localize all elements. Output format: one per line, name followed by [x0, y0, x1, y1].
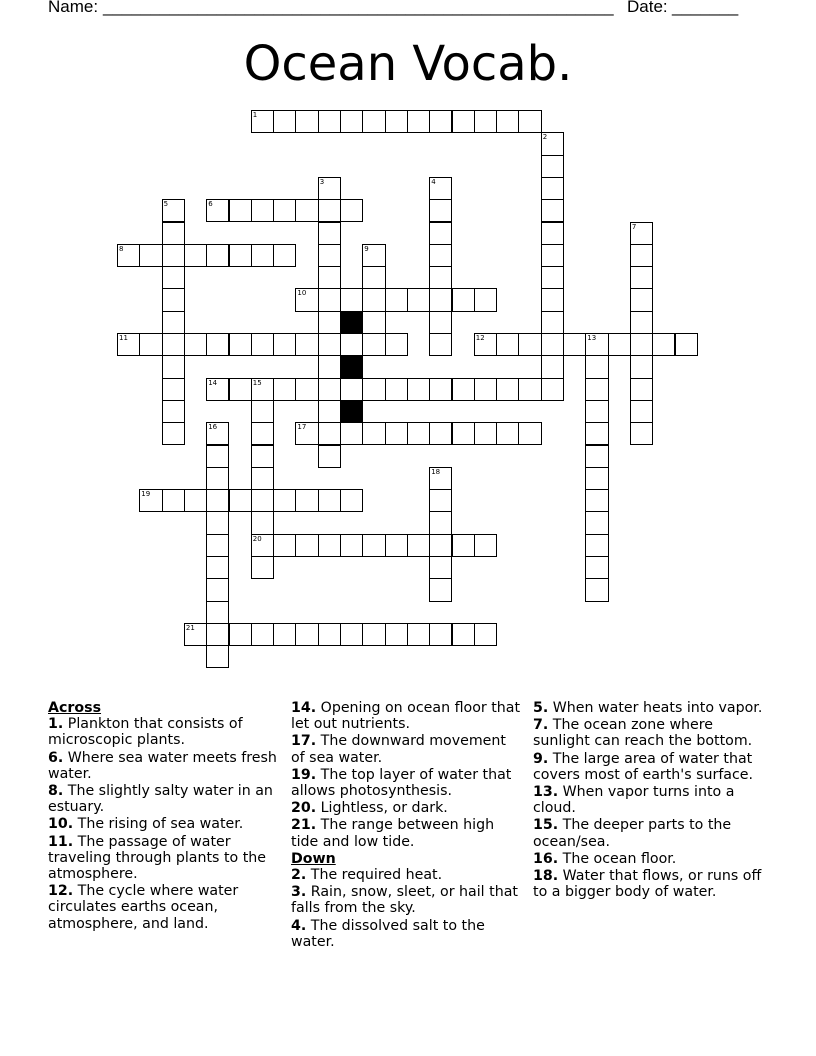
name-label: Name: — [48, 0, 99, 16]
grid-cell[interactable] — [318, 489, 341, 512]
grid-cell[interactable] — [630, 378, 653, 401]
clue-number-label: 4 — [431, 177, 436, 186]
clue-number-label: 18 — [431, 467, 441, 476]
grid-block — [340, 400, 363, 423]
clue-text: The cycle where water circulates earths ocean, atmosphere, and land. — [48, 883, 239, 932]
grid-cell[interactable] — [518, 333, 541, 356]
clue-item — [291, 884, 523, 916]
grid-cell[interactable] — [541, 177, 564, 200]
clue-number: 17. — [291, 733, 317, 750]
clue-number-label: 11 — [119, 334, 128, 342]
grid-cell[interactable] — [474, 110, 497, 133]
clue-item — [533, 717, 769, 749]
grid-cell[interactable] — [162, 400, 185, 423]
grid-cell[interactable] — [318, 288, 341, 311]
clue-text: Lightless, or dark. — [320, 800, 448, 817]
grid-cell[interactable] — [162, 489, 185, 512]
grid-cell[interactable] — [630, 355, 653, 378]
grid-cell[interactable] — [251, 445, 274, 468]
grid-cell[interactable] — [518, 110, 541, 133]
grid-cell[interactable] — [295, 378, 318, 401]
grid-cell[interactable] — [318, 199, 341, 222]
grid-cell[interactable] — [139, 333, 162, 356]
grid-cell[interactable] — [541, 378, 564, 401]
clue-item — [291, 800, 523, 816]
clue-number-label: 1 — [252, 111, 258, 119]
grid-cell[interactable] — [630, 288, 653, 311]
grid-cell[interactable] — [318, 534, 341, 557]
clue-text: When vapor turns into a cloud. — [533, 784, 735, 817]
grid-cell[interactable] — [318, 222, 341, 245]
grid-cell[interactable] — [585, 489, 608, 512]
grid-cell[interactable] — [652, 333, 675, 356]
grid-cell[interactable] — [608, 333, 631, 356]
clue-item — [533, 700, 769, 716]
clue-heading: Across — [48, 700, 102, 716]
grid-cell[interactable] — [630, 244, 653, 267]
grid-cell[interactable] — [362, 311, 385, 334]
grid-cell[interactable] — [407, 110, 430, 133]
clue-number: 20. — [291, 800, 317, 817]
grid-cell[interactable] — [541, 266, 564, 289]
grid-cell[interactable] — [585, 578, 608, 601]
grid-cell[interactable] — [295, 110, 318, 133]
grid-cell[interactable] — [318, 110, 341, 133]
clue-item — [291, 817, 523, 849]
grid-cell[interactable] — [362, 333, 385, 356]
clue-text: The rising of sea water. — [77, 816, 244, 833]
clue-item — [533, 784, 769, 816]
clue-text: Rain, snow, sleet, or hail that falls from the sky. — [291, 884, 518, 917]
grid-cell[interactable] — [295, 534, 318, 557]
grid-cell[interactable] — [162, 222, 185, 245]
clue-text: The required heat. — [310, 867, 443, 884]
grid-cell[interactable] — [340, 623, 363, 646]
grid-cell[interactable] — [295, 623, 318, 646]
grid-cell[interactable] — [251, 199, 274, 222]
date-line[interactable]: _______ — [672, 0, 739, 16]
grid-cell[interactable] — [585, 355, 608, 378]
grid-cell[interactable] — [585, 378, 608, 401]
grid-cell[interactable] — [496, 110, 519, 133]
grid-cell[interactable] — [340, 333, 363, 356]
grid-cell[interactable] — [362, 266, 385, 289]
clue-item — [291, 918, 523, 950]
grid-cell[interactable] — [295, 333, 318, 356]
grid-cell[interactable] — [362, 623, 385, 646]
clue-number-label: 13 — [587, 334, 597, 342]
grid-cell[interactable] — [340, 288, 363, 311]
grid-cell[interactable] — [518, 422, 541, 445]
grid-cell[interactable] — [429, 266, 452, 289]
grid-cell[interactable] — [273, 110, 296, 133]
grid-cell[interactable] — [206, 445, 229, 468]
grid-cell[interactable] — [541, 355, 564, 378]
grid-cell[interactable] — [407, 378, 430, 401]
clue-number: 7. — [533, 717, 549, 734]
grid-cell[interactable] — [429, 333, 452, 356]
clue-text: Opening on ocean floor that let out nutrients. — [291, 700, 521, 733]
clue-number-label: 16 — [208, 423, 218, 432]
grid-cell[interactable] — [630, 266, 653, 289]
grid-cell[interactable] — [318, 244, 341, 267]
grid-cell[interactable] — [452, 110, 475, 133]
grid-cell[interactable] — [429, 422, 452, 445]
grid-cell[interactable] — [206, 556, 229, 579]
grid-cell[interactable] — [541, 288, 564, 311]
clue-number: 15. — [533, 817, 559, 834]
grid-cell[interactable] — [340, 378, 363, 401]
grid-cell[interactable] — [162, 333, 185, 356]
clue-heading: Down — [291, 850, 336, 867]
grid-cell[interactable] — [452, 623, 475, 646]
grid-cell[interactable] — [429, 534, 452, 557]
name-line[interactable]: ______________________________________________________ — [103, 0, 614, 16]
grid-cell[interactable] — [229, 333, 252, 356]
clue-item — [291, 733, 523, 765]
clue-number-label: 9 — [364, 244, 369, 253]
grid-cell[interactable] — [429, 489, 452, 512]
grid-cell[interactable] — [206, 244, 229, 267]
clue-text: The ocean zone where sunlight can reach the bottom. — [533, 717, 753, 750]
grid-cell[interactable] — [273, 199, 296, 222]
grid-cell[interactable] — [452, 534, 475, 557]
grid-cell[interactable] — [362, 378, 385, 401]
clue-number: 18. — [533, 868, 559, 885]
grid-cell[interactable] — [630, 333, 653, 356]
grid-cell[interactable] — [206, 623, 229, 646]
grid-cell[interactable] — [452, 288, 475, 311]
clue-item — [48, 816, 280, 832]
clue-item — [48, 834, 280, 883]
clue-item — [533, 868, 769, 900]
grid-cell[interactable] — [340, 199, 363, 222]
clue-number-label: 20 — [252, 534, 262, 543]
grid-cell[interactable] — [139, 244, 162, 267]
clue-number: 9. — [533, 750, 549, 767]
grid-cell[interactable] — [162, 266, 185, 289]
grid-cell[interactable] — [362, 288, 385, 311]
grid-cell[interactable] — [251, 467, 274, 490]
grid-cell[interactable] — [385, 110, 408, 133]
grid-cell[interactable] — [429, 199, 452, 222]
grid-cell[interactable] — [429, 244, 452, 267]
clue-text: The range between high tide and low tide. — [291, 817, 495, 850]
grid-cell[interactable] — [385, 288, 408, 311]
clue-number: 2. — [291, 867, 307, 884]
clue-number: 3. — [291, 884, 307, 901]
clue-item — [533, 751, 769, 783]
grid-cell[interactable] — [162, 311, 185, 334]
clue-column-1 — [48, 700, 280, 933]
grid-cell[interactable] — [563, 333, 586, 356]
grid-cell[interactable] — [340, 534, 363, 557]
grid-cell[interactable] — [340, 489, 363, 512]
grid-cell[interactable] — [429, 378, 452, 401]
grid-cell[interactable] — [496, 422, 519, 445]
grid-cell[interactable] — [474, 534, 497, 557]
grid-cell[interactable] — [407, 288, 430, 311]
clue-number-label: 2 — [542, 133, 548, 142]
grid-cell[interactable] — [229, 378, 252, 401]
grid-cell[interactable] — [362, 422, 385, 445]
grid-cell[interactable] — [318, 623, 341, 646]
clue-text: The large area of water that covers most of earth's surface. — [533, 750, 754, 783]
grid-cell[interactable] — [541, 244, 564, 267]
clue-number-label: 14 — [208, 378, 218, 387]
clue-text: The passage of water traveling through plants to the atmosphere. — [48, 833, 266, 883]
clue-text: The dissolved salt to the water. — [291, 917, 485, 950]
grid-cell[interactable] — [496, 333, 519, 356]
grid-cell[interactable] — [541, 222, 564, 245]
clue-number: 14. — [291, 700, 317, 716]
grid-cell[interactable] — [273, 244, 296, 267]
grid-cell[interactable] — [162, 244, 185, 267]
grid-cell[interactable] — [162, 422, 185, 445]
grid-cell[interactable] — [184, 244, 207, 267]
grid-cell[interactable] — [585, 534, 608, 557]
clue-number-label: 17 — [297, 423, 307, 432]
clue-number-label: 6 — [208, 200, 213, 209]
page-title: Ocean Vocab. — [243, 36, 573, 92]
grid-cell[interactable] — [541, 199, 564, 222]
grid-cell[interactable] — [496, 378, 519, 401]
grid-cell[interactable] — [541, 311, 564, 334]
clue-item — [48, 783, 280, 815]
grid-cell[interactable] — [585, 467, 608, 490]
grid-cell[interactable] — [273, 623, 296, 646]
grid-cell[interactable] — [251, 623, 274, 646]
grid-cell[interactable] — [675, 333, 698, 356]
clue-number-label: 10 — [297, 289, 307, 298]
grid-cell[interactable] — [585, 400, 608, 423]
grid-cell[interactable] — [206, 333, 229, 356]
clue-item — [48, 883, 280, 932]
grid-block — [340, 355, 363, 378]
grid-cell[interactable] — [251, 244, 274, 267]
grid-cell[interactable] — [206, 534, 229, 557]
grid-cell[interactable] — [474, 623, 497, 646]
clue-number: 12. — [48, 883, 74, 900]
clue-number: 8. — [48, 783, 64, 800]
clue-number: 10. — [48, 816, 74, 833]
grid-cell[interactable] — [385, 378, 408, 401]
grid-cell[interactable] — [318, 333, 341, 356]
clue-text: The top layer of water that allows photosynthesis. — [291, 766, 512, 800]
clue-text: Plankton that consists of microscopic plants. — [48, 716, 243, 749]
grid-cell[interactable] — [229, 199, 252, 222]
grid-cell[interactable] — [541, 333, 564, 356]
grid-cell[interactable] — [340, 110, 363, 133]
grid-cell[interactable] — [362, 534, 385, 557]
clue-number-label: 15 — [252, 378, 262, 387]
grid-block — [340, 311, 363, 334]
grid-cell[interactable] — [630, 311, 653, 334]
grid-cell[interactable] — [429, 578, 452, 601]
clue-item — [291, 867, 523, 883]
grid-cell[interactable] — [429, 288, 452, 311]
clue-number-label: 12 — [475, 334, 485, 342]
grid-cell[interactable] — [407, 623, 430, 646]
clue-number-label: 8 — [119, 244, 124, 253]
clue-text: The ocean floor. — [562, 850, 677, 867]
grid-cell[interactable] — [541, 155, 564, 178]
clue-item — [533, 851, 769, 867]
grid-cell[interactable] — [474, 378, 497, 401]
clue-number: 13. — [533, 784, 559, 801]
grid-cell[interactable] — [385, 534, 408, 557]
clue-number: 11. — [48, 833, 74, 850]
grid-cell[interactable] — [206, 511, 229, 534]
grid-cell[interactable] — [385, 623, 408, 646]
grid-cell[interactable] — [206, 489, 229, 512]
clue-number-label: 3 — [319, 177, 325, 186]
grid-cell[interactable] — [206, 645, 229, 668]
clue-text: The deeper parts to the ocean/sea. — [533, 817, 732, 850]
grid-cell[interactable] — [407, 422, 430, 445]
grid-cell[interactable] — [273, 534, 296, 557]
grid-cell[interactable] — [251, 422, 274, 445]
clue-item — [291, 767, 523, 799]
grid-cell[interactable] — [474, 422, 497, 445]
grid-cell[interactable] — [452, 378, 475, 401]
grid-cell[interactable] — [362, 110, 385, 133]
grid-cell[interactable] — [273, 489, 296, 512]
grid-cell[interactable] — [273, 378, 296, 401]
grid-cell[interactable] — [206, 578, 229, 601]
clue-text: Water that flows, or runs off to a bigger body of water. — [533, 868, 762, 901]
grid-cell[interactable] — [318, 400, 341, 423]
clue-item — [48, 750, 280, 782]
clue-column-2 — [291, 700, 523, 951]
grid-cell[interactable] — [340, 422, 363, 445]
clue-number: 6. — [48, 749, 64, 766]
grid-cell[interactable] — [585, 556, 608, 579]
grid-cell[interactable] — [318, 445, 341, 468]
clue-text: The downward movement of sea water. — [291, 733, 506, 766]
grid-cell[interactable] — [184, 489, 207, 512]
grid-cell[interactable] — [162, 355, 185, 378]
clue-number-label: 19 — [141, 490, 151, 499]
grid-cell[interactable] — [251, 556, 274, 579]
grid-cell[interactable] — [251, 400, 274, 423]
grid-cell[interactable] — [518, 378, 541, 401]
clue-number-label: 5 — [163, 200, 169, 209]
clue-number: 1. — [48, 716, 64, 733]
grid-cell[interactable] — [318, 355, 341, 378]
grid-cell[interactable] — [184, 333, 207, 356]
grid-cell[interactable] — [229, 244, 252, 267]
grid-cell[interactable] — [474, 288, 497, 311]
clue-text: When water heats into vapor. — [552, 700, 763, 716]
grid-cell[interactable] — [585, 511, 608, 534]
grid-cell[interactable] — [429, 110, 452, 133]
clue-number: 21. — [291, 817, 317, 834]
clue-number-label: 21 — [185, 623, 195, 632]
grid-cell[interactable] — [295, 199, 318, 222]
clue-number: 4. — [291, 917, 307, 934]
grid-cell[interactable] — [585, 445, 608, 468]
grid-cell[interactable] — [407, 534, 430, 557]
clue-column-3 — [533, 700, 769, 901]
clue-number: 5. — [533, 700, 549, 716]
grid-cell[interactable] — [429, 556, 452, 579]
grid-cell[interactable] — [318, 311, 341, 334]
grid-cell[interactable] — [229, 489, 252, 512]
grid-cell[interactable] — [162, 378, 185, 401]
grid-cell[interactable] — [630, 400, 653, 423]
clue-text: The slightly salty water in an estuary. — [48, 783, 273, 816]
grid-cell[interactable] — [251, 489, 274, 512]
grid-cell[interactable] — [385, 333, 408, 356]
grid-cell[interactable] — [162, 288, 185, 311]
grid-cell[interactable] — [318, 422, 341, 445]
clue-item — [291, 700, 523, 732]
grid-cell[interactable] — [452, 422, 475, 445]
clue-text: Where sea water meets fresh water. — [48, 749, 277, 782]
grid-cell[interactable] — [385, 422, 408, 445]
clue-item — [48, 716, 280, 748]
grid-cell[interactable] — [229, 623, 252, 646]
grid-cell[interactable] — [585, 422, 608, 445]
grid-cell[interactable] — [429, 623, 452, 646]
grid-cell[interactable] — [206, 601, 229, 624]
grid-cell[interactable] — [295, 489, 318, 512]
grid-cell[interactable] — [429, 222, 452, 245]
grid-cell[interactable] — [429, 511, 452, 534]
header-row — [48, 0, 748, 21]
date-label: Date: — [627, 0, 668, 16]
grid-cell[interactable] — [251, 511, 274, 534]
grid-cell[interactable] — [429, 311, 452, 334]
grid-cell[interactable] — [630, 422, 653, 445]
grid-cell[interactable] — [206, 467, 229, 490]
clue-number: 16. — [533, 850, 559, 867]
grid-cell[interactable] — [273, 333, 296, 356]
grid-cell[interactable] — [318, 266, 341, 289]
grid-cell[interactable] — [251, 333, 274, 356]
clue-number-label: 7 — [631, 222, 637, 231]
grid-cell[interactable] — [318, 378, 341, 401]
clue-number: 19. — [291, 766, 317, 783]
clue-item — [533, 817, 769, 849]
